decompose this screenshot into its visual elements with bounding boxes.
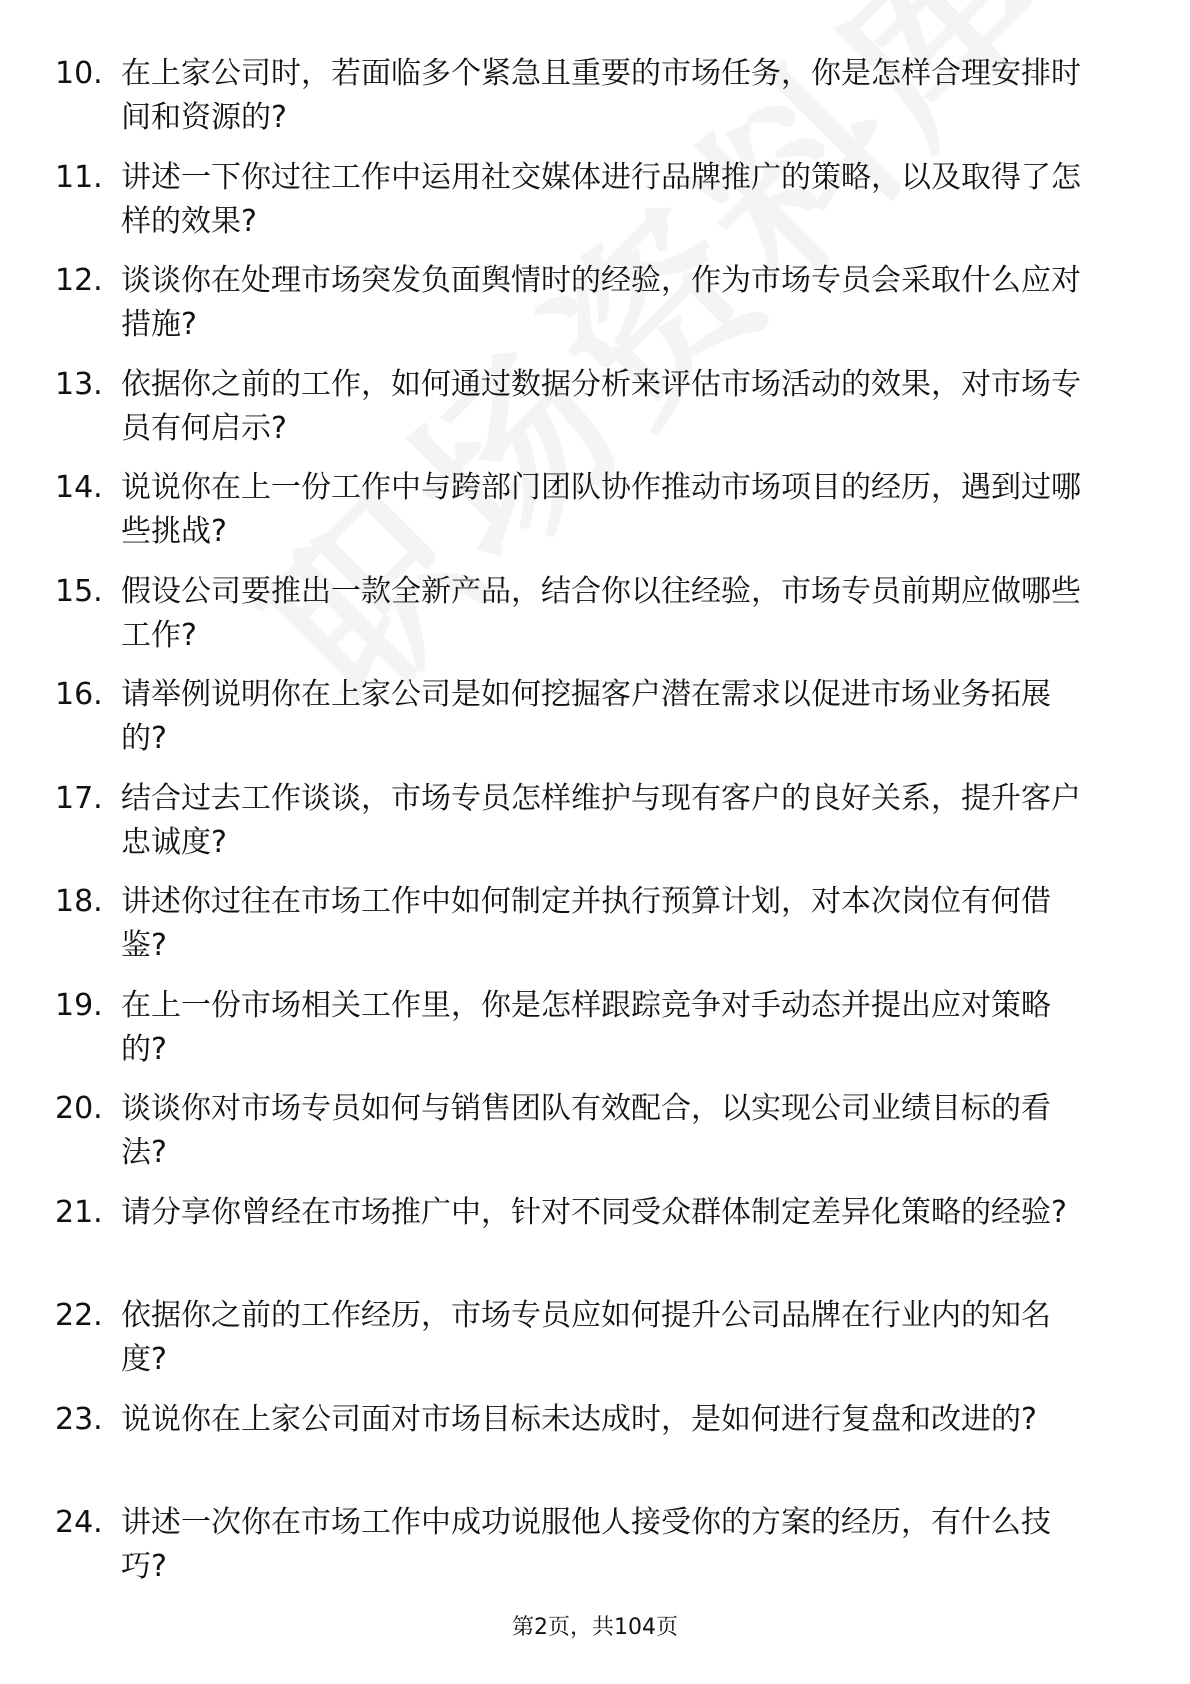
question-item (55, 673, 1130, 777)
question-item (55, 1501, 1130, 1605)
question-number: 15. (55, 573, 103, 609)
question-item (55, 259, 1130, 363)
question-item (55, 984, 1130, 1088)
question-number: 22. (55, 1298, 103, 1333)
question-item (55, 1398, 1130, 1502)
question-number: 20. (55, 1091, 103, 1126)
question-item (55, 156, 1130, 260)
question-number: 17. (55, 780, 103, 816)
question-number: 19. (55, 987, 103, 1023)
question-text: 结合过去工作谈谈，市场专员怎样维护与现有客户的良好关系，提升客户忠诚度? (121, 780, 1081, 860)
question-number: 11. (55, 159, 103, 195)
question-item (55, 777, 1130, 881)
question-text: 谈谈你在处理市场突发负面舆情时的经验，作为市场专员会采取什么应对措施? (121, 263, 1081, 342)
question-item (55, 466, 1130, 570)
question-number: 24. (55, 1505, 103, 1540)
question-item (55, 363, 1130, 467)
question-number: 16. (55, 677, 103, 712)
page-number-footer: 第2页，共104页 (512, 1615, 678, 1640)
question-number: 12. (55, 263, 103, 298)
question-item (55, 570, 1130, 674)
question-text: 依据你之前的工作，如何通过数据分析来评估市场活动的效果，对市场专员有何启示? (121, 366, 1081, 446)
question-number: 14. (55, 470, 103, 505)
question-text: 讲述一次你在市场工作中成功说服他人接受你的方案的经历，有什么技巧? (121, 1505, 1051, 1584)
question-text: 请分享你曾经在市场推广中，针对不同受众群体制定差异化策略的经验? (121, 1194, 1067, 1230)
question-text: 讲述一下你过往工作中运用社交媒体进行品牌推广的策略，以及取得了怎样的效果? (121, 159, 1081, 239)
question-text: 说说你在上家公司面对市场目标未达成时，是如何进行复盘和改进的? (121, 1401, 1037, 1437)
question-text: 讲述你过往在市场工作中如何制定并执行预算计划，对本次岗位有何借鉴? (121, 884, 1051, 963)
question-text: 在上一份市场相关工作里，你是怎样跟踪竞争对手动态并提出应对策略的? (121, 987, 1051, 1067)
question-text: 谈谈你对市场专员如何与销售团队有效配合，以实现公司业绩目标的看法? (121, 1091, 1051, 1170)
question-text: 在上家公司时，若面临多个紧急且重要的市场任务，你是怎样合理安排时间和资源的? (121, 56, 1081, 135)
question-item (55, 1191, 1130, 1295)
question-number: 23. (55, 1401, 103, 1437)
question-text: 说说你在上一份工作中与跨部门团队协作推动市场项目的经历，遇到过哪些挑战? (121, 470, 1081, 549)
question-number: 10. (55, 56, 103, 91)
question-number: 18. (55, 884, 103, 919)
question-item (55, 52, 1130, 156)
question-number: 21. (55, 1194, 103, 1230)
question-item (55, 1087, 1130, 1191)
question-list (55, 52, 1130, 1605)
question-item (55, 1294, 1130, 1398)
question-number: 13. (55, 366, 103, 402)
question-item (55, 880, 1130, 984)
question-text: 假设公司要推出一款全新产品，结合你以往经验，市场专员前期应做哪些工作? (121, 573, 1081, 653)
question-text: 依据你之前的工作经历，市场专员应如何提升公司品牌在行业内的知名度? (121, 1298, 1051, 1377)
question-text: 请举例说明你在上家公司是如何挖掘客户潜在需求以促进市场业务拓展的? (121, 677, 1051, 756)
